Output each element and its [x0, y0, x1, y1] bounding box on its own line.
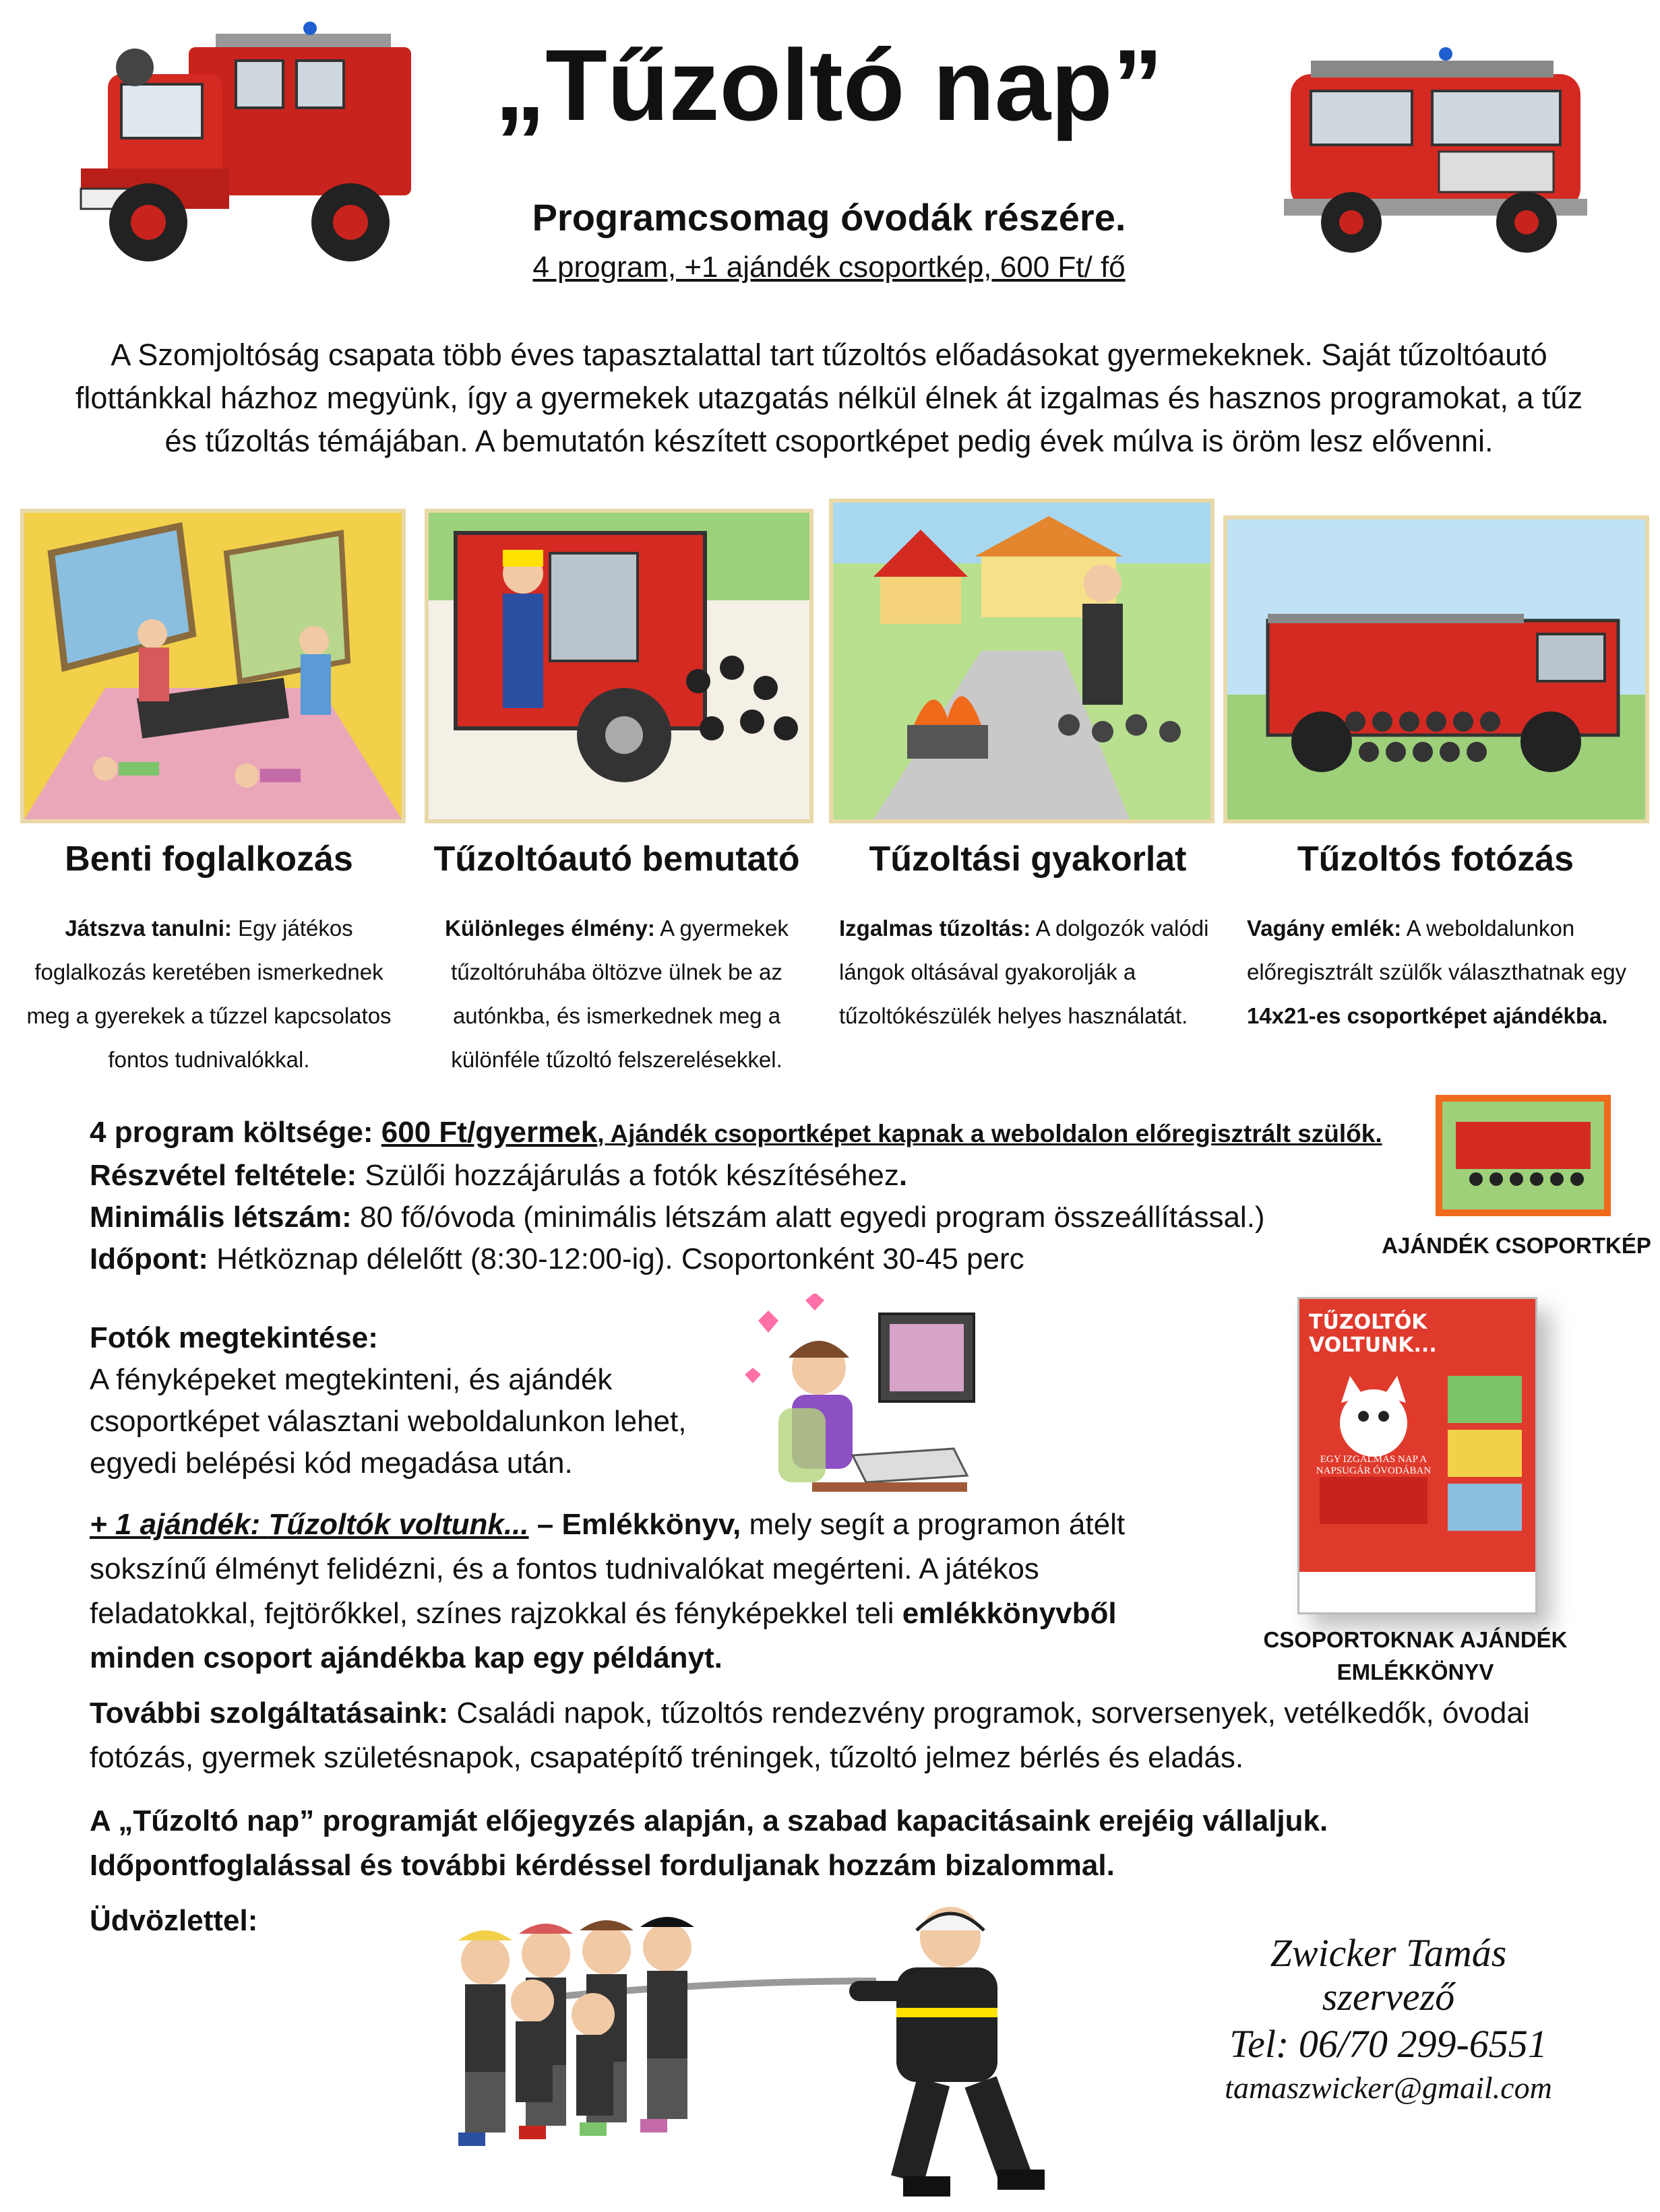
cost-gift: , Ajándék csoportképet kapnak a weboldalon előregisztrált szülők.	[597, 1120, 1382, 1147]
program-bold-tail: 14x21-es csoportképet ajándékba.	[1247, 1003, 1608, 1028]
kids-rope-pull-image	[431, 1900, 1078, 2210]
condition-dot: .	[898, 1159, 908, 1192]
program-desc-indoor	[13, 906, 404, 1081]
services-label: További szolgáltatásaink:	[90, 1697, 449, 1730]
program-desc-practice	[839, 906, 1230, 1038]
signature-email[interactable]: tamaszwicker@gmail.com	[1225, 2071, 1552, 2105]
signature-phone: Tel: 06/70 299-6551	[1229, 2022, 1547, 2066]
book-cover-caption: EGY IZGALMAS NAP A NAPSUGÁR ÓVODÁBAN	[1316, 1454, 1432, 1476]
services-block	[90, 1691, 1572, 1780]
condition-line	[90, 1155, 1404, 1197]
fire-truck-left-image	[54, 20, 431, 270]
condition-value: Szülői hozzájárulás a fotók készítéséhez	[357, 1159, 899, 1192]
memory-book-caption: CSOPORTOKNAK AJÁNDÉK EMLÉKKÖNYV	[1263, 1627, 1568, 1684]
program-lead: Különleges élmény:	[445, 916, 655, 941]
program-desc-truck-demo	[421, 906, 812, 1081]
offer-summary: 4 program, +1 ajándék csoportkép, 600 Ft/ fő	[532, 251, 1126, 284]
gift-bold-end: emlékkönyvből minden csoport ajándékba kap egy példányt.	[90, 1597, 1117, 1674]
program-title-truck-demo: Tűzoltóautó bemutató	[433, 840, 800, 879]
time-line	[90, 1238, 1404, 1280]
services-text: Családi napok, tűzoltós rendezvény programok, sorversenyek, vetélkedők, óvodai fotózás, gyermek születésnapok, csapatépítő tréningek, tűzoltó jelmez bérlés és eladás.	[90, 1697, 1530, 1774]
program-desc-photo	[1247, 906, 1638, 1038]
photos-view-block	[90, 1317, 737, 1484]
program-lead: Játszva tanulni:	[65, 916, 232, 941]
page-title: „Tűzoltó nap”	[495, 28, 1163, 141]
gift-text: mely segít a programon átélt sokszínű élményt felidézni, és a fontos tudnivalókat megérteni. A játékos feladatokkal, fejtörőkkel, színes rajzokkal és fényképekkel teli	[90, 1508, 1126, 1630]
scene-indoor-activity-image	[20, 509, 406, 823]
condition-label: Részvétel feltétele:	[90, 1159, 357, 1192]
scene-fire-practice-image	[829, 499, 1215, 823]
photos-view-text: A fényképeket megtekinteni, és ajándék csoportképet választani weboldalunkon lehet, egyedi belépési kód megadása után.	[90, 1363, 687, 1480]
memory-book-cover-image	[1297, 1297, 1537, 1614]
gift-dash: –	[528, 1508, 562, 1541]
program-lead: Vagány emlék:	[1247, 916, 1402, 941]
greeting: Üdvözlettel:	[90, 1904, 258, 1937]
program-text: A weboldalunkon előregisztrált szülők választhatnak egy	[1247, 916, 1627, 984]
cost-value: 600 Ft/gyermek	[381, 1116, 598, 1149]
minimum-line	[90, 1197, 1404, 1238]
cost-line	[90, 1112, 1404, 1155]
fire-truck-right-image	[1270, 40, 1601, 256]
program-title-practice: Tűzoltási gyakorlat	[869, 840, 1187, 879]
closing-paragraph: A „Tűzoltó nap” programját előjegyzés alapján, a szabad kapacitásaink erejéig vállaljuk. Időpontfoglalással és további kérdéssel forduljanak hozzám bizalommal.	[90, 1804, 1328, 1882]
signature-name: Zwicker Tamás	[1270, 1931, 1507, 1975]
program-text: A gyermekek tűzoltóruhába öltözve ülnek be az autónkba, és ismerkednek meg a különféle tűzoltó felszerelésekkel.	[451, 916, 789, 1072]
gift-lead: + 1 ajándék:	[90, 1508, 269, 1541]
program-text: A dolgozók valódi lángok oltásával gyakorolják a tűzoltókészülék helyes használatát.	[839, 916, 1209, 1028]
cost-label: 4 program költsége:	[90, 1116, 381, 1149]
girl-at-computer-image	[738, 1294, 981, 1503]
gift-photo-caption: AJÁNDÉK CSOPORTKÉP	[1382, 1233, 1651, 1258]
time-label: Időpont:	[90, 1242, 208, 1275]
book-cover-art	[1299, 1362, 1535, 1538]
book-cover-title: TŰZOLTÓK VOLTUNK...	[1309, 1310, 1437, 1357]
intro-paragraph: A Szomjoltóság csapata több éves tapasztalattal tart tűzoltós előadásokat gyermekeknek. Saját tűzoltóautó flottánkkal házhoz megyünk, így a gyermekek utazgatás nélkül élnek át izgalmas és hasznos programokat, a tűz és tűzoltás témájában. A bemutatón készített csoportképet pedig évek múlva is öröm lesz elővenni.	[75, 338, 1583, 458]
photos-view-heading: Fotók megtekintése:	[90, 1321, 378, 1354]
scene-group-photo-image	[1223, 515, 1649, 823]
minimum-value: 80 fő/óvoda (minimális létszám alatt egyedi program összeállítással.)	[351, 1201, 1265, 1234]
gift-group-photo-image	[1436, 1095, 1611, 1216]
gift-book-title: Tűzoltók voltunk...	[268, 1508, 529, 1541]
scene-fire-truck-demo-image	[425, 509, 813, 823]
signature-role: szervező	[1322, 1975, 1455, 2019]
info-block	[90, 1112, 1404, 1280]
program-lead: Izgalmas tűzoltás:	[839, 916, 1031, 941]
program-text: Egy játékos foglalkozás keretében ismerkednek meg a gyerekek a tűzzel kapcsolatos fontos tudnivalókkal.	[26, 916, 392, 1072]
page-subtitle: Programcsomag óvodák részére.	[532, 196, 1126, 239]
program-title-indoor: Benti foglalkozás	[65, 840, 353, 879]
gift-block	[90, 1503, 1181, 1680]
time-value: Hétköznap délelőtt (8:30-12:00-ig). Csoportonként 30-45 perc	[208, 1242, 1024, 1275]
program-title-photo: Tűzoltós fotózás	[1297, 840, 1574, 879]
minimum-label: Minimális létszám:	[90, 1201, 352, 1234]
gift-book-type: Emlékkönyv,	[561, 1508, 741, 1541]
